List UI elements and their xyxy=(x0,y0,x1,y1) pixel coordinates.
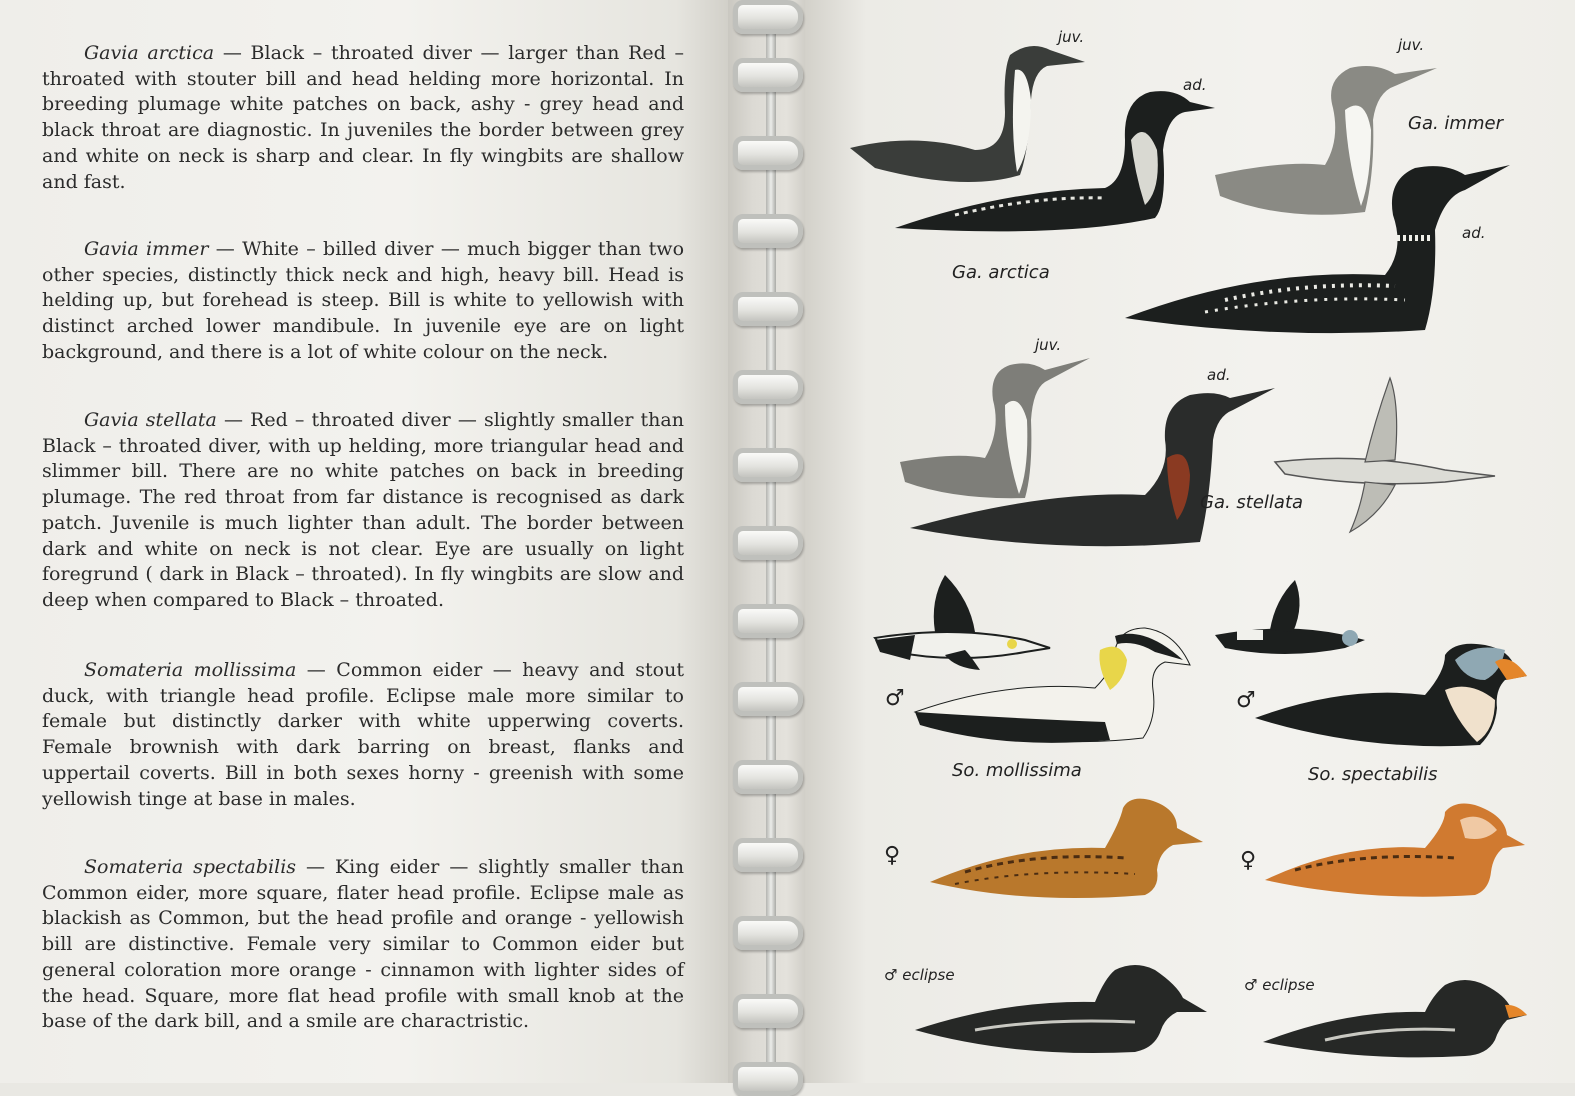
label-arctica-ad: ad. xyxy=(1183,76,1207,94)
scientific-name: Gavia immer xyxy=(84,238,209,260)
somateria-mollissima-flying-illustration xyxy=(875,575,1050,670)
gavia-stellata-flying-illustration xyxy=(1275,378,1495,532)
label-mollissima-eclipse: ♂ eclipse xyxy=(884,966,955,984)
gavia-stellata-juvenile-illustration xyxy=(900,358,1090,498)
somateria-mollissima-eclipse-illustration xyxy=(915,965,1207,1053)
gavia-arctica-juvenile-illustration xyxy=(850,46,1085,182)
label-spectabilis-eclipse: ♂ eclipse xyxy=(1244,976,1315,994)
paragraph-somateria-spectabilis xyxy=(42,855,684,1035)
male-symbol: ♂ xyxy=(885,686,905,711)
description: — White – billed diver — much bigger than two other species, distinctly thick neck and high, heavy bill. Head is helding up, but forehead is steep. Bill is white to yellowish with distinct arched lower mandibule. In juvenile eye are on light background, and there is a lot of white colour on the neck. xyxy=(42,238,685,363)
paragraph-somateria-mollissima xyxy=(42,658,684,812)
female-symbol: ♀ xyxy=(884,843,901,868)
label-immer-juv: juv. xyxy=(1398,36,1425,54)
description: — Black – throated diver — larger than Red – throated with stouter bill and head helding more horizontal. In breeding plumage white patches on back, ashy - grey head and black throat are diagnostic. In juveniles the border between grey and white on neck is sharp and clear. In fly wingbits are shallow and fast. xyxy=(42,42,685,193)
scientific-name: Somateria mollissima xyxy=(84,659,297,681)
label-immer-ad: ad. xyxy=(1462,224,1486,242)
label-stellata-ad: ad. xyxy=(1207,366,1231,384)
label-stellata-juv: juv. xyxy=(1035,336,1062,354)
somateria-spectabilis-female-illustration xyxy=(1265,804,1525,897)
somateria-mollissima-female-illustration xyxy=(930,799,1203,898)
label-spectabilis-name: So. spectabilis xyxy=(1308,764,1438,785)
label-mollissima-name: So. mollissima xyxy=(952,760,1082,781)
bird-illustration-plate xyxy=(805,0,1575,1083)
label-stellata-name: Ga. stellata xyxy=(1200,492,1304,513)
label-immer-name: Ga. immer xyxy=(1408,113,1503,134)
label-arctica-name: Ga. arctica xyxy=(952,262,1050,283)
female-symbol: ♀ xyxy=(1240,848,1257,873)
scientific-name: Gavia stellata xyxy=(84,409,217,431)
paragraph-gavia-arctica xyxy=(42,41,684,195)
label-arctica-juv: juv. xyxy=(1058,28,1085,46)
paragraph-gavia-immer xyxy=(42,237,684,366)
somateria-spectabilis-flying-illustration xyxy=(1215,580,1365,654)
description: — Common eider — heavy and stout duck, with triangle head profile. Eclipse male more similar to female but distinctly darker with white upperwing coverts. Female brownish with dark barring on breast, flanks and uppertail coverts. Bill in both sexes horny - greenish with some yellowish tinge at base in males. xyxy=(42,659,684,810)
description: — King eider — slightly smaller than Common eider, more square, flater head profile. Eclipse male as blackish as Common, but the head profile and orange - yellowish bill are distinctive. Female very similar to Common eider but general coloration more orange - cinnamon with lighter sides of the head. Square, more flat head profile with small knob at the base of the dark bill, and a smile are charactristic. xyxy=(42,856,684,1033)
scientific-name: Gavia arctica xyxy=(84,42,215,64)
somateria-spectabilis-male-illustration xyxy=(1255,644,1527,746)
male-symbol: ♂ xyxy=(1236,688,1256,713)
scientific-name: Somateria spectabilis xyxy=(84,856,297,878)
description: — Red – throated diver — slightly smaller than Black – throated diver, with up helding, more triangular head and slimmer bill. There are no white patches on back in breeding plumage. The red throat from far distance is recognised as dark patch. Juvenile is much lighter than adult. The border between dark and white on neck is not clear. Eye are usually on light foregrund ( dark in Black – throated). In fly wingbits are slow and deep when compared to Black – throated. xyxy=(42,409,684,611)
paragraph-gavia-stellata xyxy=(42,408,684,614)
